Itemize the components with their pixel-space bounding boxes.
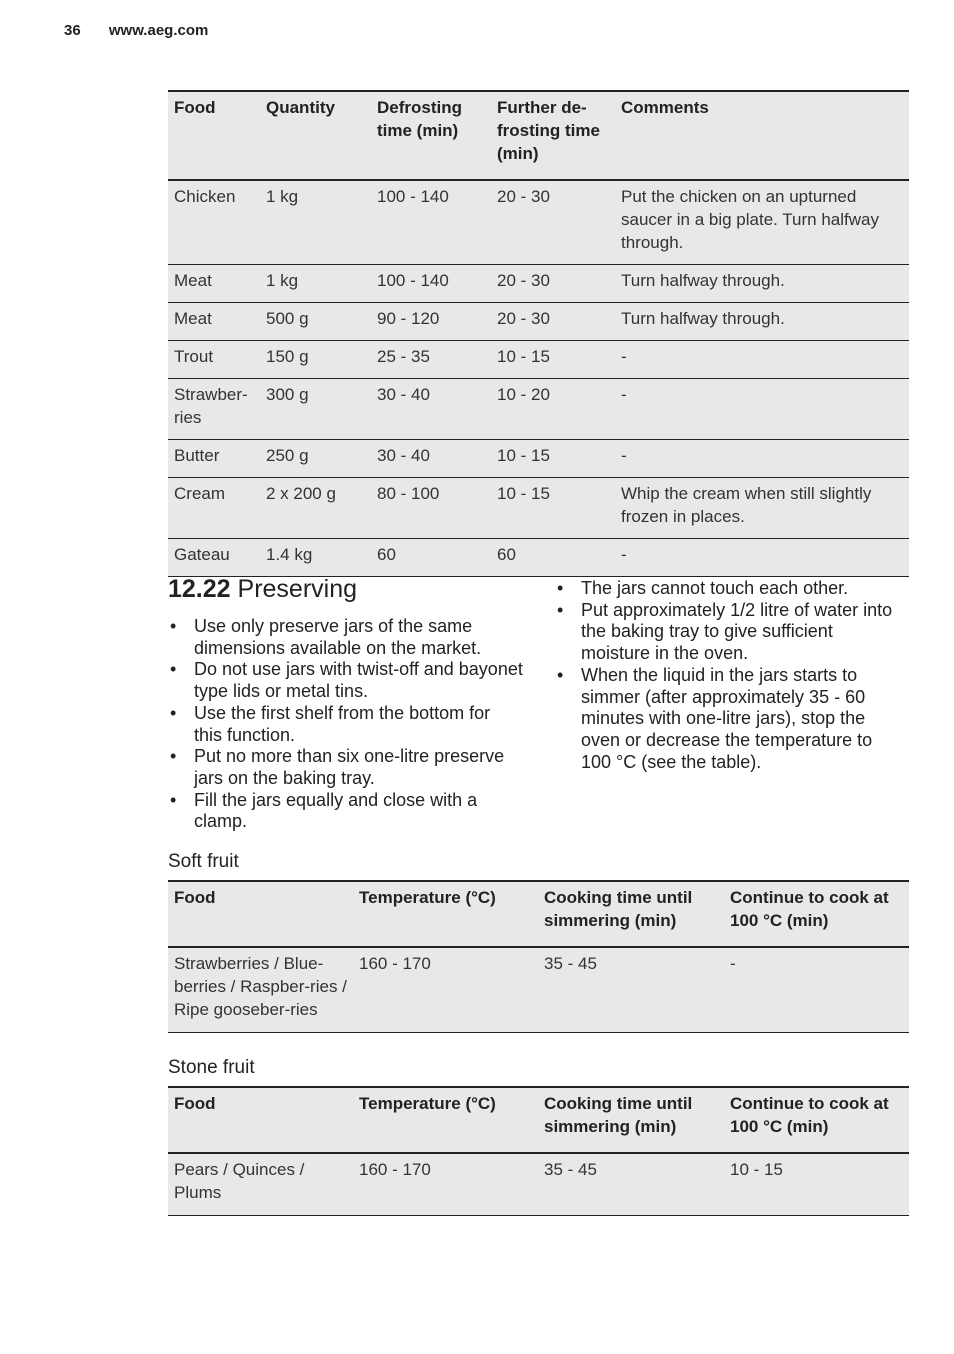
- table-cell: 250 g: [266, 446, 309, 465]
- table-cell: 10 - 15: [497, 347, 550, 366]
- table-cell: Strawber-ries: [174, 385, 248, 427]
- column-header: Comments: [621, 98, 709, 117]
- list-item: • Fill the jars equally and close with a clamp.: [170, 789, 478, 832]
- stone-fruit-heading: Stone fruit: [168, 1057, 255, 1078]
- table-cell: 20 - 30: [497, 309, 550, 328]
- table-cell: 100 - 140: [377, 187, 449, 206]
- table-cell: 160 - 170: [359, 954, 431, 973]
- table-cell: 30 - 40: [377, 446, 430, 465]
- table-row: [168, 478, 909, 539]
- table-cell: Butter: [174, 446, 220, 465]
- table-cell: 35 - 45: [544, 954, 597, 973]
- table-header-row: [168, 91, 909, 180]
- table-cell: 90 - 120: [377, 309, 440, 328]
- table-row: [168, 180, 909, 265]
- table-row: [168, 341, 909, 379]
- table-cell: Turn halfway through.: [621, 309, 785, 328]
- list-item: • Do not use jars with twist-off and bayonet type lids or metal tins.: [170, 659, 523, 702]
- column-header: Cooking time until simmering (min): [544, 1094, 693, 1136]
- list-item: • Use only preserve jars of the same dimensions available on the market.: [170, 616, 482, 658]
- table-cell: 80 - 100: [377, 484, 440, 503]
- table-cell: 160 - 170: [359, 1160, 431, 1179]
- table-header-row: [168, 881, 909, 947]
- table-cell: 1.4 kg: [266, 545, 313, 564]
- column-header: Food: [174, 98, 216, 117]
- table-cell: Turn halfway through.: [621, 271, 785, 290]
- table-cell: 10 - 15: [730, 1160, 783, 1179]
- table-cell: 500 g: [266, 309, 309, 328]
- table-cell: 300 g: [266, 385, 309, 404]
- soft-fruit-table: [168, 880, 909, 1033]
- table-cell: 150 g: [266, 347, 309, 366]
- column-header: Food: [174, 1094, 216, 1113]
- table-cell: Strawberries / Blue-berries / Raspber-ries / Ripe gooseber-ries: [174, 954, 347, 1019]
- column-header: Continue to cook at 100 °C (min): [730, 1094, 889, 1136]
- soft-fruit-heading: Soft fruit: [168, 851, 239, 872]
- table-row: [168, 303, 909, 341]
- section-title-text: Preserving: [237, 575, 358, 603]
- table-row: [168, 379, 909, 440]
- table-cell: -: [621, 347, 627, 366]
- table-row: [168, 947, 909, 1033]
- table-cell: -: [730, 954, 736, 973]
- table-cell: 60: [377, 545, 396, 564]
- column-header: Food: [174, 888, 216, 907]
- column-header: Continue to cook at 100 °C (min): [730, 888, 889, 930]
- list-item: • Put approximately 1/2 litre of water into the baking tray to give sufficient moisture in the oven.: [557, 599, 893, 664]
- table-cell: Chicken: [174, 187, 236, 206]
- column-header: Further de-frosting time (min): [497, 98, 600, 163]
- table-cell: 20 - 30: [497, 271, 550, 290]
- list-item: • The jars cannot touch each other.: [557, 578, 849, 598]
- table-cell: Whip the cream when still slightly frozen in places.: [621, 484, 872, 526]
- table-row: [168, 440, 909, 478]
- table-cell: 30 - 40: [377, 385, 430, 404]
- stone-fruit-table: [168, 1086, 909, 1216]
- column-header: Cooking time until simmering (min): [544, 888, 693, 930]
- column-header: Temperature (°C): [359, 1094, 496, 1113]
- table-cell: Meat: [174, 271, 212, 290]
- table-cell: 1 kg: [266, 187, 299, 206]
- table-row: [168, 265, 909, 303]
- table-cell: -: [621, 446, 627, 465]
- table-cell: 10 - 20: [497, 385, 550, 404]
- bullet-list-right: [555, 578, 905, 773]
- table-header-row: [168, 1087, 909, 1153]
- table-cell: 20 - 30: [497, 187, 550, 206]
- column-header: Defrosting time (min): [377, 98, 462, 140]
- table-cell: Cream: [174, 484, 226, 503]
- column-header: Temperature (°C): [359, 888, 496, 907]
- table-cell: -: [621, 545, 627, 564]
- table-row: [168, 1153, 909, 1216]
- table-row: [168, 539, 909, 577]
- bullet-list-left: [168, 616, 523, 833]
- list-item: • Put no more than six one-litre preserve jars on the baking tray.: [170, 746, 505, 788]
- page-header: [64, 22, 208, 39]
- table-cell: Meat: [174, 309, 212, 328]
- table-cell: 100 - 140: [377, 271, 449, 290]
- website-url: www.aeg.com: [108, 22, 209, 39]
- page-number: 36: [64, 22, 81, 39]
- table-cell: 10 - 15: [497, 446, 550, 465]
- table-cell: -: [621, 385, 627, 404]
- list-item: • When the liquid in the jars starts to simmer (after approximately 35 - 60 minutes with one-litre jars), stop the oven or decrease the temperature to 100 °C (see the table).: [557, 664, 873, 772]
- table-cell: Put the chicken on an upturned saucer in a big plate. Turn halfway through.: [621, 187, 879, 252]
- column-header: Quantity: [266, 98, 335, 117]
- section-number: 12.22: [168, 575, 231, 603]
- table-cell: 1 kg: [266, 271, 299, 290]
- table-cell: 35 - 45: [544, 1160, 597, 1179]
- list-item: • Use the first shelf from the bottom for this function.: [170, 702, 491, 745]
- table-cell: 25 - 35: [377, 347, 430, 366]
- table-cell: 60: [497, 545, 516, 564]
- table-cell: Gateau: [174, 545, 230, 564]
- table-cell: 2 x 200 g: [266, 484, 336, 503]
- table-cell: 10 - 15: [497, 484, 550, 503]
- defrosting-table: [168, 90, 909, 577]
- table-cell: Trout: [174, 347, 214, 366]
- section-title: [168, 575, 357, 604]
- table-cell: Pears / Quinces / Plums: [174, 1160, 305, 1202]
